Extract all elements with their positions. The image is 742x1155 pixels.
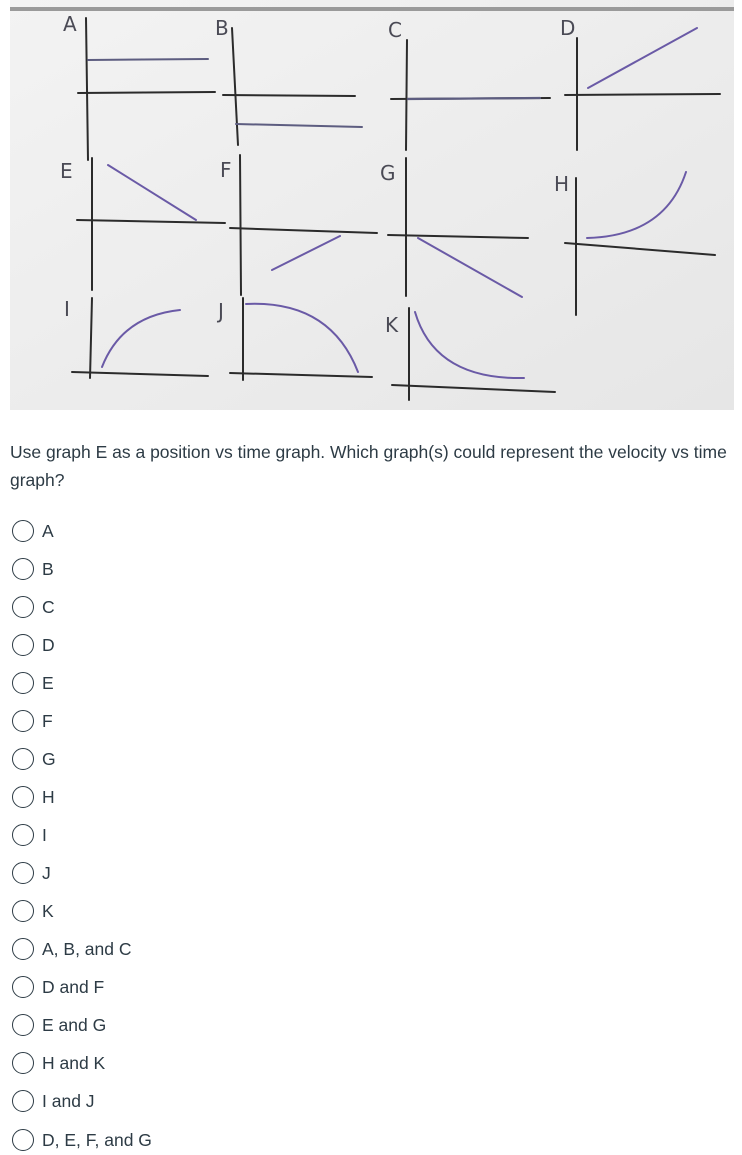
graph-label-c: C [388, 18, 402, 42]
radio-button[interactable] [12, 1090, 34, 1112]
option-label: A [42, 520, 54, 541]
graph-label-e: E [60, 159, 73, 183]
radio-button[interactable] [12, 900, 34, 922]
option-i[interactable] [12, 820, 47, 850]
option-label: D, E, F, and G [42, 1129, 152, 1150]
option-label: H [42, 786, 55, 807]
option-label: E [42, 672, 54, 693]
radio-button[interactable] [12, 1014, 34, 1036]
option-c[interactable] [12, 592, 55, 622]
option-b[interactable] [12, 554, 54, 584]
radio-button[interactable] [12, 634, 34, 656]
option-h-and-k[interactable] [12, 1048, 105, 1078]
graph-label-k: K [385, 313, 399, 337]
graph-label-g: G [380, 161, 396, 185]
graph-label-b: B [215, 16, 229, 40]
option-label: I [42, 824, 47, 845]
option-e-and-g[interactable] [12, 1010, 106, 1040]
option-k[interactable] [12, 896, 54, 926]
option-f[interactable] [12, 706, 53, 736]
radio-button[interactable] [12, 520, 34, 542]
radio-button[interactable] [12, 824, 34, 846]
graph-a-x-axis [78, 92, 215, 93]
option-i-and-j[interactable] [12, 1086, 95, 1116]
graph-d-x-axis [565, 94, 720, 95]
radio-button[interactable] [12, 710, 34, 732]
graph-label-d: D [560, 16, 576, 40]
option-label: K [42, 900, 54, 921]
option-label: A, B, and C [42, 938, 132, 959]
option-label: I and J [42, 1090, 95, 1111]
graph-c-y-axis [406, 40, 407, 150]
option-label: G [42, 748, 56, 769]
option-g[interactable] [12, 744, 56, 774]
option-d[interactable] [12, 630, 55, 660]
graph-label-a: A [63, 12, 77, 36]
radio-button[interactable] [12, 862, 34, 884]
option-a-b-and-c[interactable] [12, 934, 132, 964]
graph-label-f: F [220, 158, 232, 182]
option-j[interactable] [12, 858, 51, 888]
option-label: J [42, 862, 51, 883]
radio-button[interactable] [12, 1129, 34, 1151]
question-text: Use graph E as a position vs time graph. Which graph(s) could represent the velocity vs time graph? [10, 442, 727, 490]
graph-label-i: I [64, 297, 70, 321]
graph-label-j: J [218, 299, 224, 323]
graph-label-h: H [554, 172, 570, 196]
option-e[interactable] [12, 668, 54, 698]
option-d-and-f[interactable] [12, 972, 104, 1002]
whiteboard-background [10, 0, 734, 410]
radio-button[interactable] [12, 1052, 34, 1074]
graph-f-y-axis [240, 155, 241, 295]
radio-button[interactable] [12, 748, 34, 770]
radio-button[interactable] [12, 672, 34, 694]
radio-button[interactable] [12, 558, 34, 580]
option-label: E and G [42, 1014, 107, 1035]
option-label: D and F [42, 976, 105, 997]
option-label: C [42, 596, 55, 617]
option-label: D [42, 634, 55, 655]
radio-button[interactable] [12, 938, 34, 960]
radio-button[interactable] [12, 976, 34, 998]
whiteboard-photo [10, 0, 734, 410]
option-a[interactable] [12, 516, 54, 546]
graph-c-curve [408, 98, 540, 99]
option-label: F [42, 710, 53, 731]
whiteboard-frame [10, 7, 734, 11]
option-label: H and K [42, 1052, 106, 1073]
graph-a-curve [88, 59, 208, 60]
radio-button[interactable] [12, 596, 34, 618]
graph-b-x-axis [223, 95, 355, 96]
radio-button[interactable] [12, 786, 34, 808]
option-h[interactable] [12, 782, 55, 812]
option-d-e-f-and-g[interactable] [12, 1125, 152, 1155]
option-label: B [42, 558, 54, 579]
